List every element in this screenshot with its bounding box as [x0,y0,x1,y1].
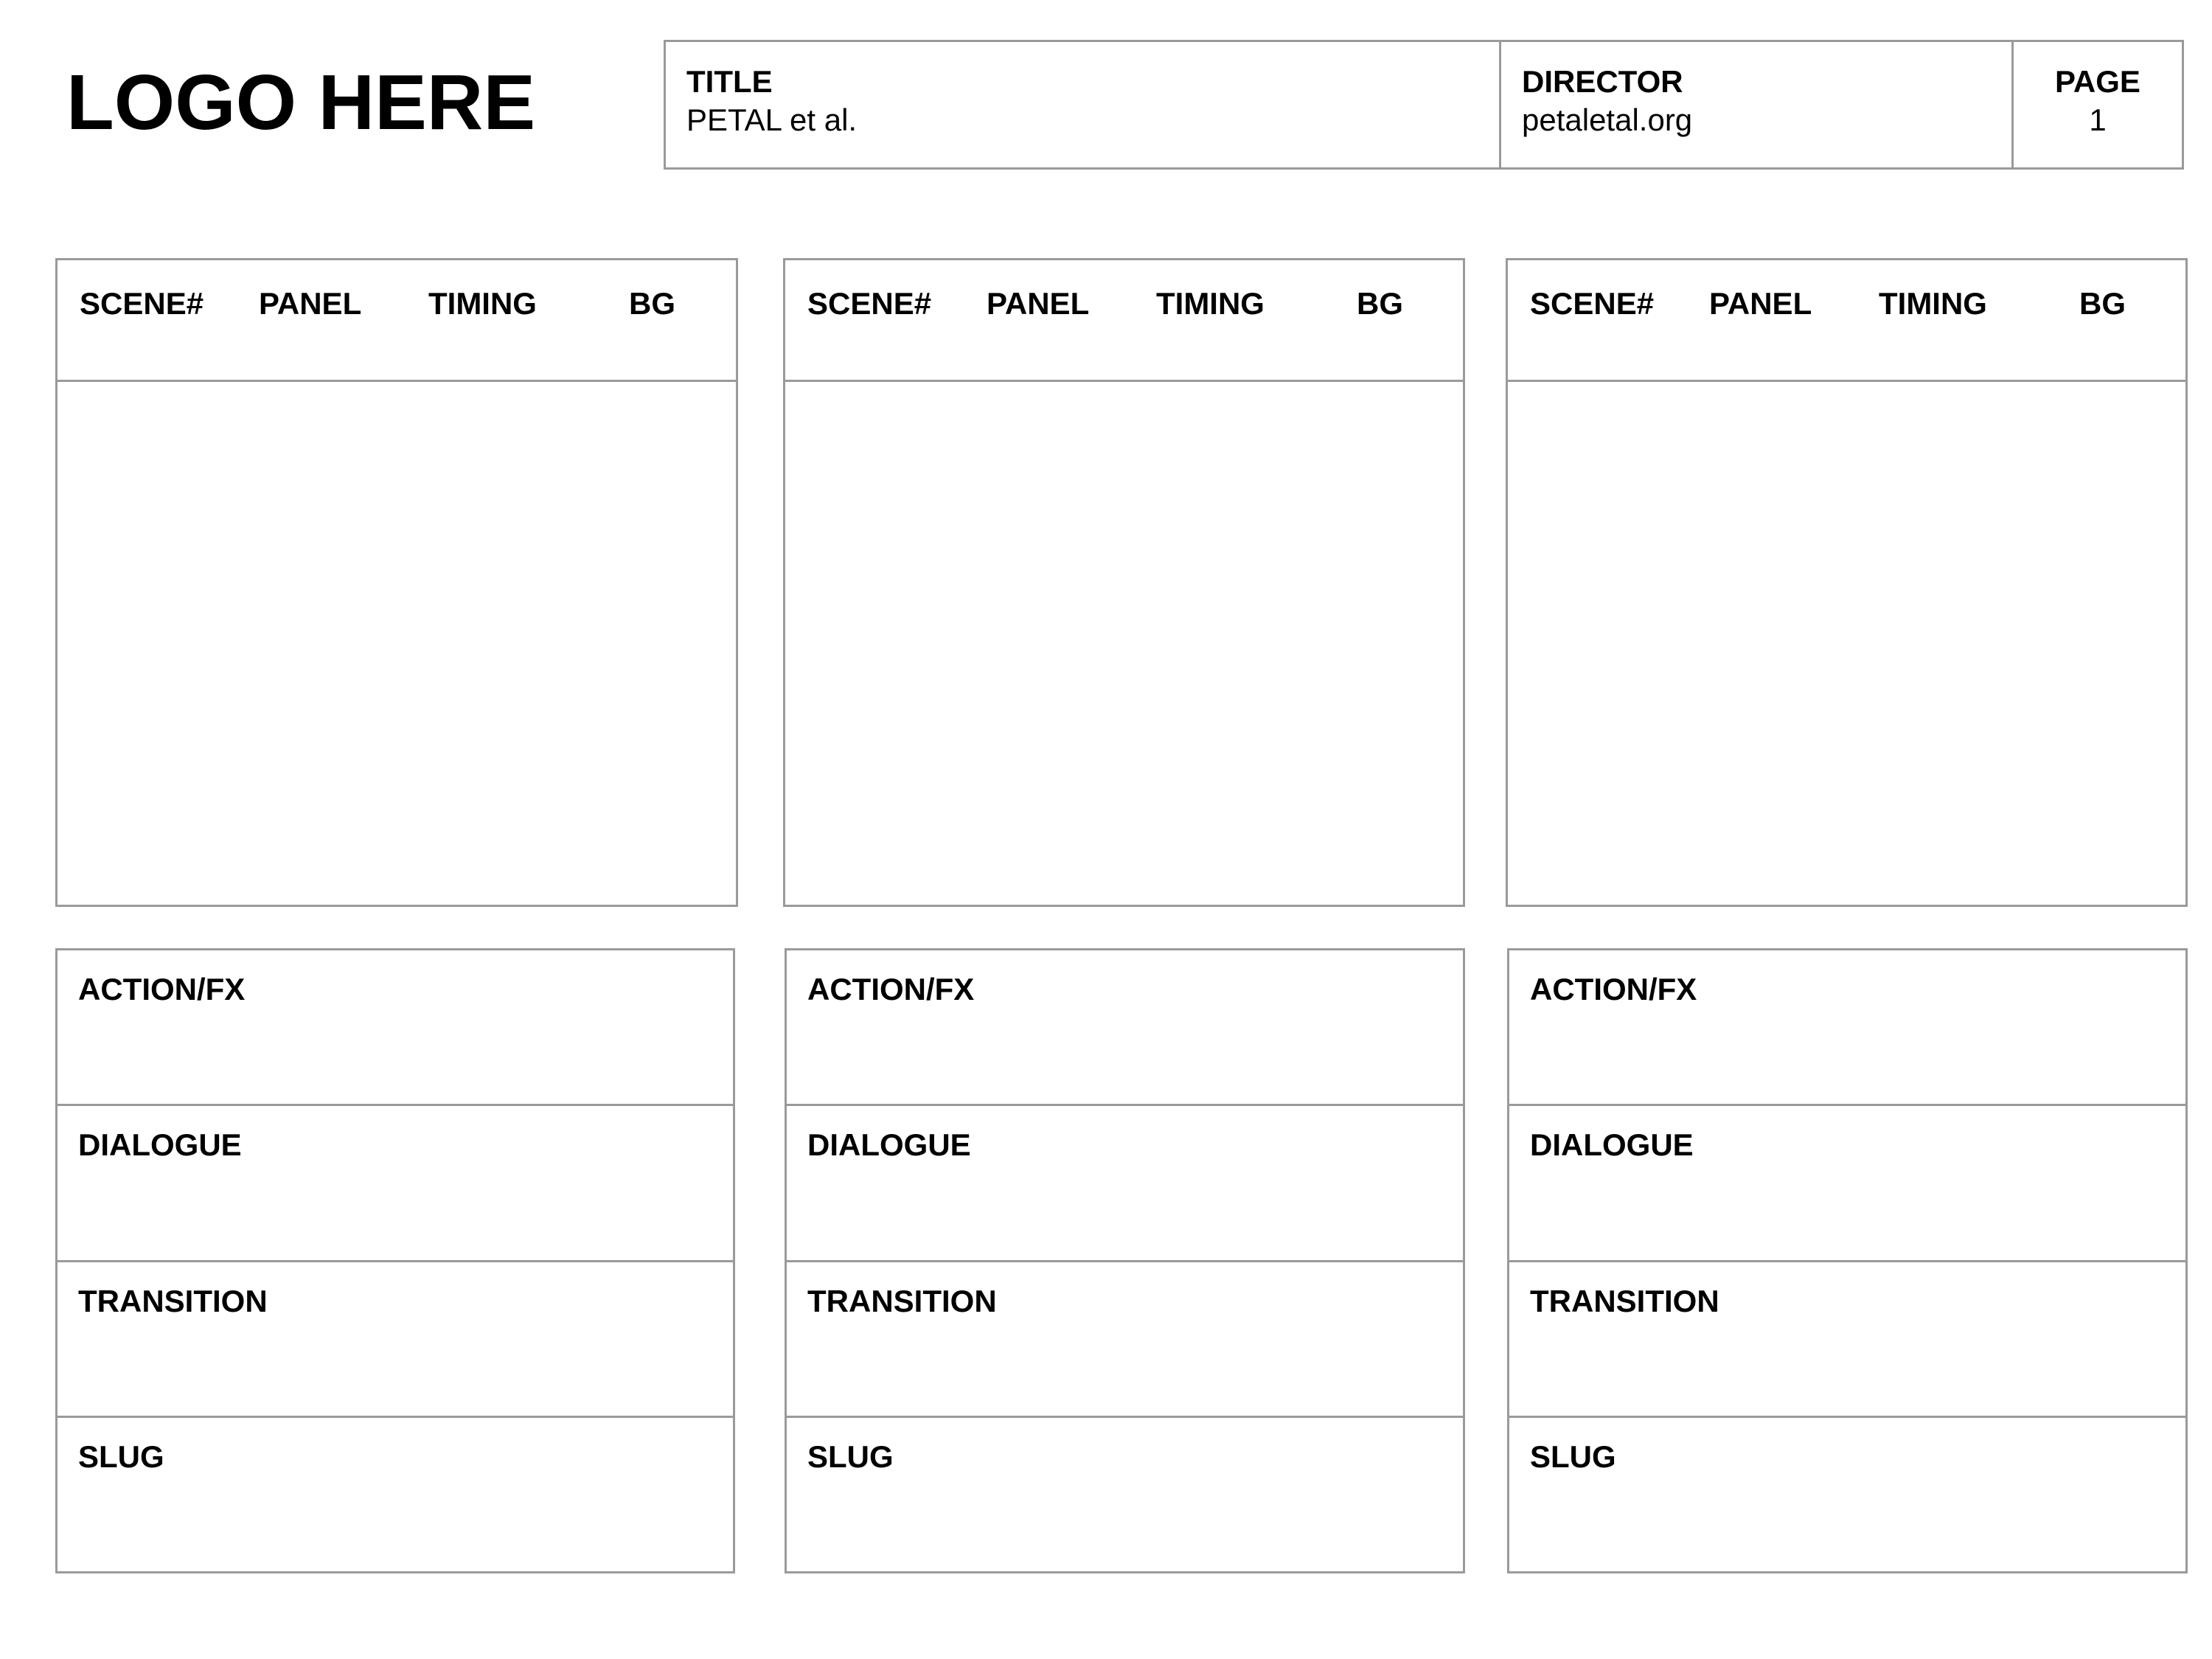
transition-field[interactable] [787,1260,1463,1416]
action-fx-label: ACTION/FX [78,972,246,1006]
dialogue-label: DIALOGUE [78,1127,242,1163]
action-fx-field[interactable] [1509,950,2185,1104]
director-cell[interactable] [1499,42,2011,167]
action-fx-label: ACTION/FX [807,972,975,1006]
page-number: 1 [2089,102,2107,137]
timing-label: TIMING [1879,286,1987,321]
panel-header [58,260,736,382]
action-fx-field[interactable] [787,950,1463,1104]
logo-placeholder: LOGO HERE [66,59,536,146]
slug-label: SLUG [78,1439,164,1474]
action-fx-field[interactable] [58,950,733,1104]
storyboard-panel-2 [783,258,1465,907]
director-label: DIRECTOR [1522,64,1683,99]
panel-label: PANEL [1709,286,1812,321]
bg-label: BG [1357,286,1403,321]
slug-field[interactable] [1509,1416,2185,1571]
bg-label: BG [629,286,675,321]
header-info-box [664,40,2184,170]
transition-field[interactable] [58,1260,733,1416]
transition-label: TRANSITION [1530,1283,1719,1318]
slug-field[interactable] [787,1416,1463,1571]
dialogue-field[interactable] [1509,1104,2185,1259]
title-cell[interactable] [666,42,1499,167]
action-fx-label: ACTION/FX [1530,972,1697,1006]
storyboard-panel-3 [1506,258,2188,907]
drawing-frame[interactable] [58,382,736,905]
scene-label: SCENE# [1530,286,1655,321]
notes-box-2 [785,948,1465,1573]
notes-box-3 [1507,948,2188,1573]
drawing-frame[interactable] [1508,382,2185,905]
timing-label: TIMING [428,286,537,321]
slug-label: SLUG [807,1439,894,1474]
panel-label: PANEL [259,286,362,321]
timing-label: TIMING [1156,286,1265,321]
panel-header [785,260,1463,382]
title-label: TITLE [686,64,773,99]
transition-label: TRANSITION [78,1283,268,1318]
notes-box-1 [55,948,735,1573]
dialogue-label: DIALOGUE [1530,1127,1694,1163]
director-value: petaletal.org [1522,102,1693,137]
transition-label: TRANSITION [807,1283,997,1318]
scene-label: SCENE# [80,286,204,321]
page-label: PAGE [2055,64,2140,99]
title-value: PETAL et al. [686,102,858,137]
scene-label: SCENE# [807,286,932,321]
page-cell[interactable] [2011,42,2182,167]
slug-label: SLUG [1530,1439,1616,1474]
panel-header [1508,260,2185,382]
storyboard-panel-1 [55,258,738,907]
dialogue-field[interactable] [58,1104,733,1259]
dialogue-label: DIALOGUE [807,1127,971,1163]
bg-label: BG [2079,286,2126,321]
panel-label: PANEL [987,286,1090,321]
slug-field[interactable] [58,1416,733,1571]
drawing-frame[interactable] [785,382,1463,905]
transition-field[interactable] [1509,1260,2185,1416]
dialogue-field[interactable] [787,1104,1463,1259]
